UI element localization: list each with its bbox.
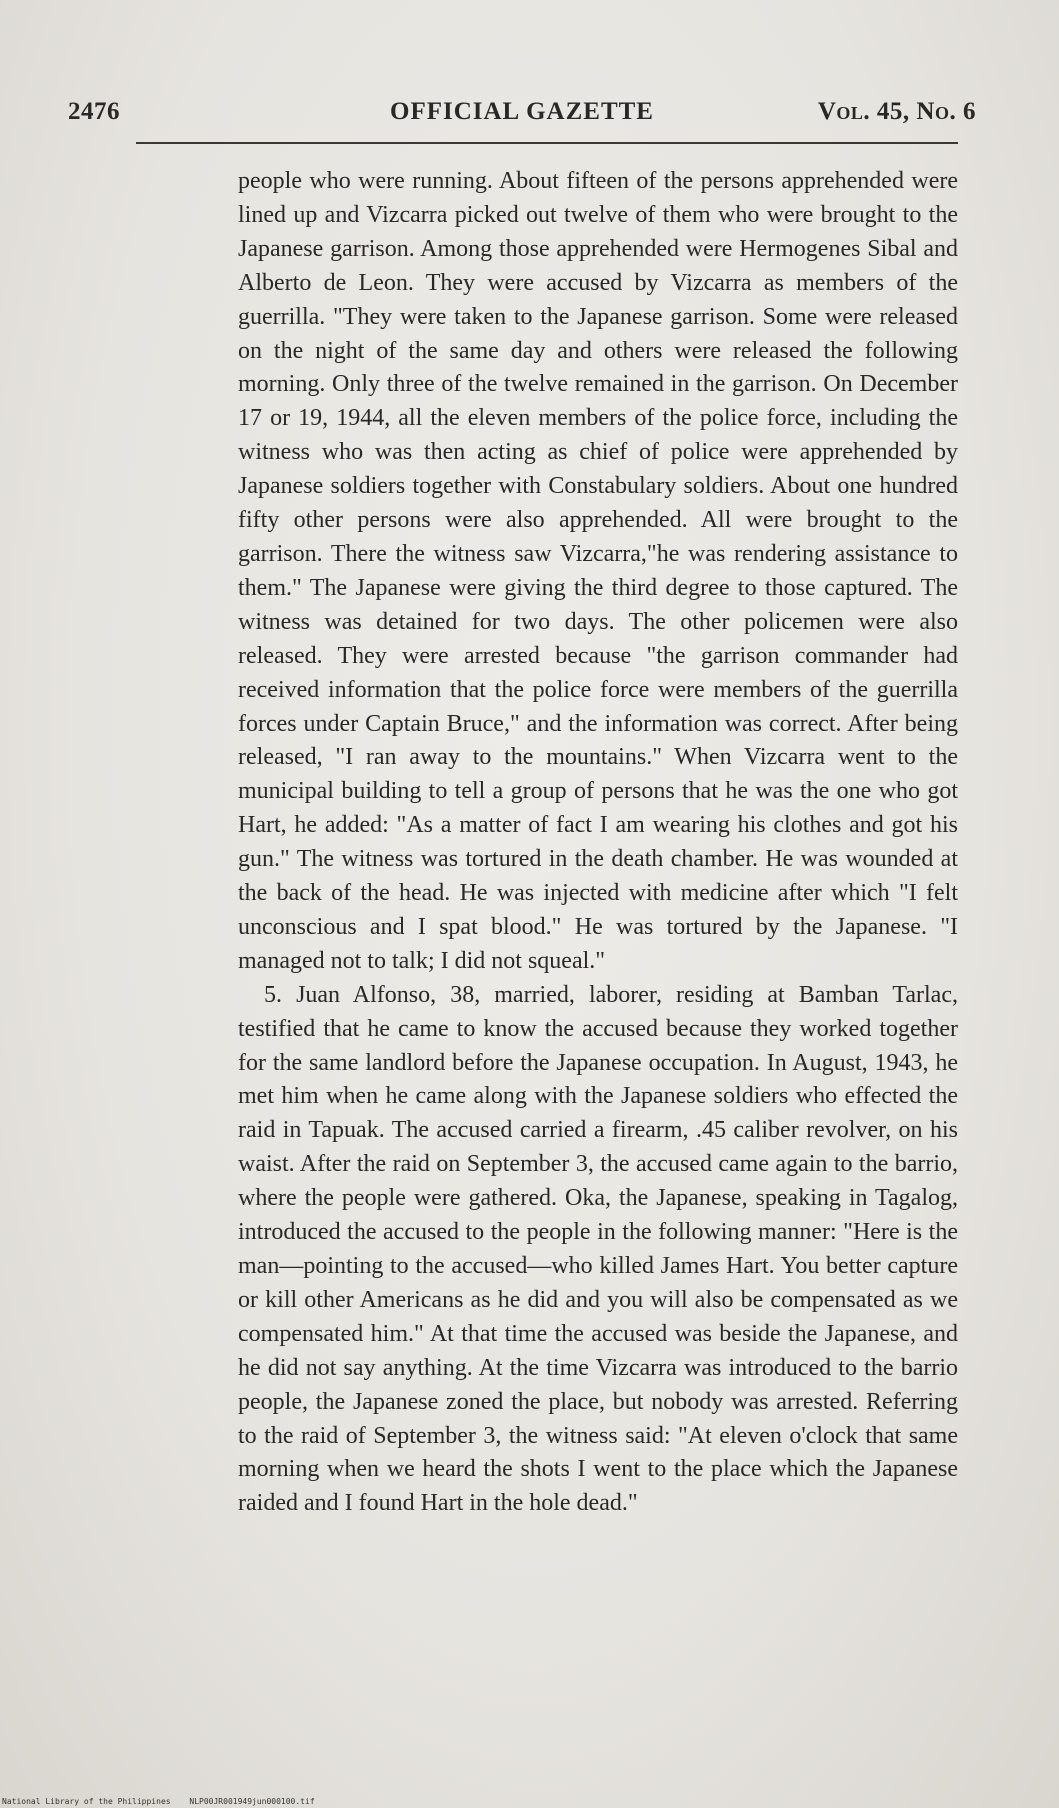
paragraph-testimony-5: 5. Juan Alfonso, 38, married, laborer, residing at Bamban Tarlac, testified that he came to know the accused because they worked together for the same landlord before the Japanese occupation. In August, 1943, he met him when he came along with the Japanese soldiers who effected the raid in Tapuak. The accused carried a firearm, .45 caliber revolver, on his waist. After the raid on September 3, the accused came again to the barrio, where the people were gathered. Oka, the Japanese, speaking in Tagalog, introduced the accused to the people in the following manner: "Here is the man—pointing to the accused—who killed James Hart. You better capture or kill other Americans as he did and you will also be compensated as we compensated him." At that time the accused was beside the Japanese, and he did not say anything. At the time Vizcarra was introduced to the barrio people, the Japanese zoned the place, but nobody was arrested. Referring to the raid of September 3, the witness said: "At eleven o'clock that same morning when we heard the shots I went to the place which the Japanese raided and I found Hart in the hole dead." bbox=[238, 981, 958, 1517]
body-text bbox=[238, 165, 958, 1521]
page-number: 2476 bbox=[68, 98, 120, 125]
paragraph-continuation: people who were running. About fifteen of the persons apprehended were lined up and Vizcarra picked out twelve of them who were brought to the Japanese garrison. Among those apprehended were Hermogenes Sibal and Alberto de Leon. They were accused by Vizcarra as members of the guerrilla. "They were taken to the Japanese garrison. Some were released on the night of the same day and others were released the following morning. Only three of the twelve remained in the garrison. On December 17 or 19, 1944, all the eleven members of the police force, including the witness who was then acting as chief of police were apprehended by Japanese soldiers together with Constabulary soldiers. About one hundred fifty other persons were also apprehended. All were brought to the garrison. There the witness saw Vizcarra,"he was rendering assistance to them." The Japanese were giving the third degree to those captured. The witness was detained for two days. The other policemen were also released. They were arrested because "the garrison commander had received information that the police force were members of the guerrilla forces under Captain Bruce," and the information was correct. After being released, "I ran away to the mountains." When Vizcarra went to the municipal building to tell a group of persons that he was the one who got Hart, he added: "As a matter of fact I am wearing his clothes and got his gun." The witness was tortured in the death chamber. He was wounded at the back of the head. He was injected with medicine after which "I felt unconscious and I spat blood." He was tortured by the Japanese. "I managed not to talk; I did not squeal." bbox=[238, 168, 958, 974]
publication-title: OFFICIAL GAZETTE bbox=[390, 98, 654, 125]
running-header bbox=[68, 98, 976, 134]
scan-footer bbox=[2, 1797, 315, 1806]
library-credit: National Library of the Philippines bbox=[2, 1797, 171, 1806]
scan-filename: NLP00JR001949jun000100.tif bbox=[189, 1797, 315, 1806]
volume-number: Vol. 45, No. 6 bbox=[817, 98, 976, 125]
header-rule bbox=[136, 142, 958, 144]
